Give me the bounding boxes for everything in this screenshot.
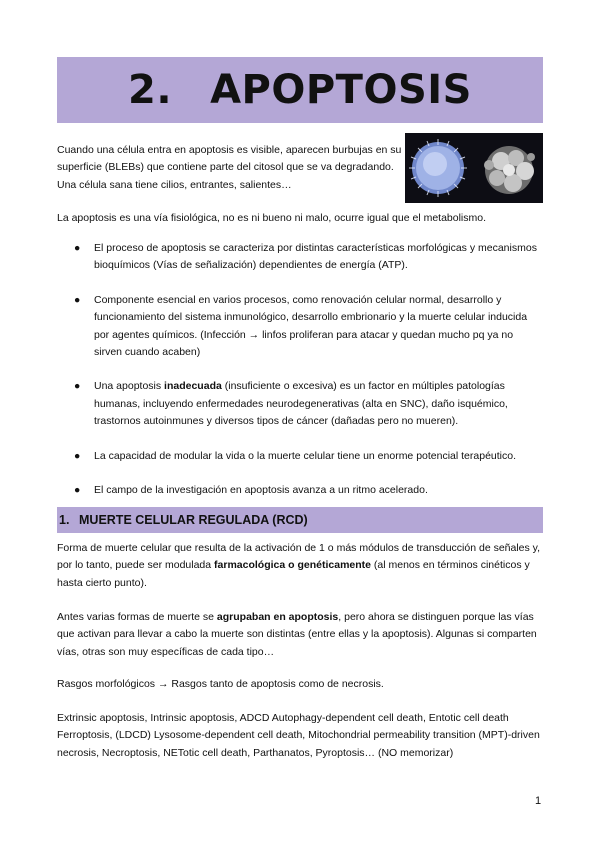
page-title	[128, 67, 472, 113]
title-number: 2.	[128, 67, 173, 113]
intro-paragraph: Cuando una célula entra en apoptosis es visible, aparecen burbujas en su superficie (BLEBs) que contiene parte del citosol que se va degradando. Una célula sana tiene cilios, entrantes, salientes…	[57, 144, 402, 191]
section-title: 1. MUERTE CELULAR REGULADA (RCD)	[59, 513, 308, 527]
bullet-icon: ●	[74, 449, 81, 462]
bullet-icon: ●	[74, 242, 81, 254]
list-item: ● El campo de la investigación en apoptosis avanza a un ritmo acelerado.	[57, 482, 543, 499]
section-header	[57, 507, 543, 533]
apoptotic-cell-image	[484, 146, 535, 194]
title-text: APOPTOSIS	[210, 67, 472, 113]
bullet-icon: ●	[74, 293, 81, 306]
title-band	[57, 57, 543, 123]
list-item: ● Una apoptosis inadecuada (insuficiente o excesiva) es un factor en múltiples patologías humanas, incluyendo enfermedades neurodegenerativas (alta en SNC), daño isquémico, trastornos autoinmunes y diversos tipos de cáncer (dañadas pero no mueren).	[74, 380, 508, 428]
rcd-history-paragraph: Antes varias formas de muerte se agrupaban en apoptosis, pero ahora se distinguen porque las vías que activan para llevar a cabo la muerte son distintas (entre ellas y la apoptosis). Algunas si comparten vías, otras son muy específicas de cada tipo…	[57, 611, 537, 658]
bullet-list	[57, 240, 543, 499]
healthy-cell-image	[409, 139, 467, 197]
list-item: ● Componente esencial en varios procesos, como renovación celular normal, desarrollo y funcionamiento del sistema inmunológico, desarrollo embrionario y la muerte celular inducida por agentes químicos. (Infección → linfos proliferan para atacar y quedan mucho pq ya no sirven cuando acaben)	[74, 293, 528, 359]
list-item: ● El proceso de apoptosis se caracteriza por distintas características morfológicas y mecanismos bioquímicos (Vías de señalización) dependientes de energía (ATP).	[74, 242, 537, 272]
page-number: 1	[535, 795, 542, 807]
bullet-icon: ●	[74, 380, 81, 393]
rcd-types-paragraph: Extrinsic apoptosis, Intrinsic apoptosis, ADCD Autophagy-dependent cell death, Entotic cell death Ferroptosis, (LDCD) Lysosome-dependent cell death, Mitochondrial permeability transition (MPT)-driven necrosis, Necroptosis, NETotic cell death, Parthanatos, Pyroptosis… (NO memorizar)	[57, 712, 540, 759]
rcd-morphology-paragraph: Rasgos morfológicos → Rasgos tanto de apoptosis como de necrosis.	[57, 678, 384, 690]
list-item: ● La capacidad de modular la vida o la muerte celular tiene un enorme potencial terapéutico.	[57, 448, 543, 465]
apoptosis-statement: La apoptosis es una vía fisiológica, no es ni bueno ni malo, ocurre igual que el metabolismo.	[57, 212, 487, 224]
rcd-definition-paragraph: Forma de muerte celular que resulta de la activación de 1 o más módulos de transducción de señales y, por lo tanto, puede ser modulada farmacológica o genéticamente (al menos en términos cinéticos y hasta cierto punto).	[57, 542, 541, 589]
cell-micrographs	[405, 133, 543, 203]
bullet-icon: ●	[74, 484, 81, 497]
